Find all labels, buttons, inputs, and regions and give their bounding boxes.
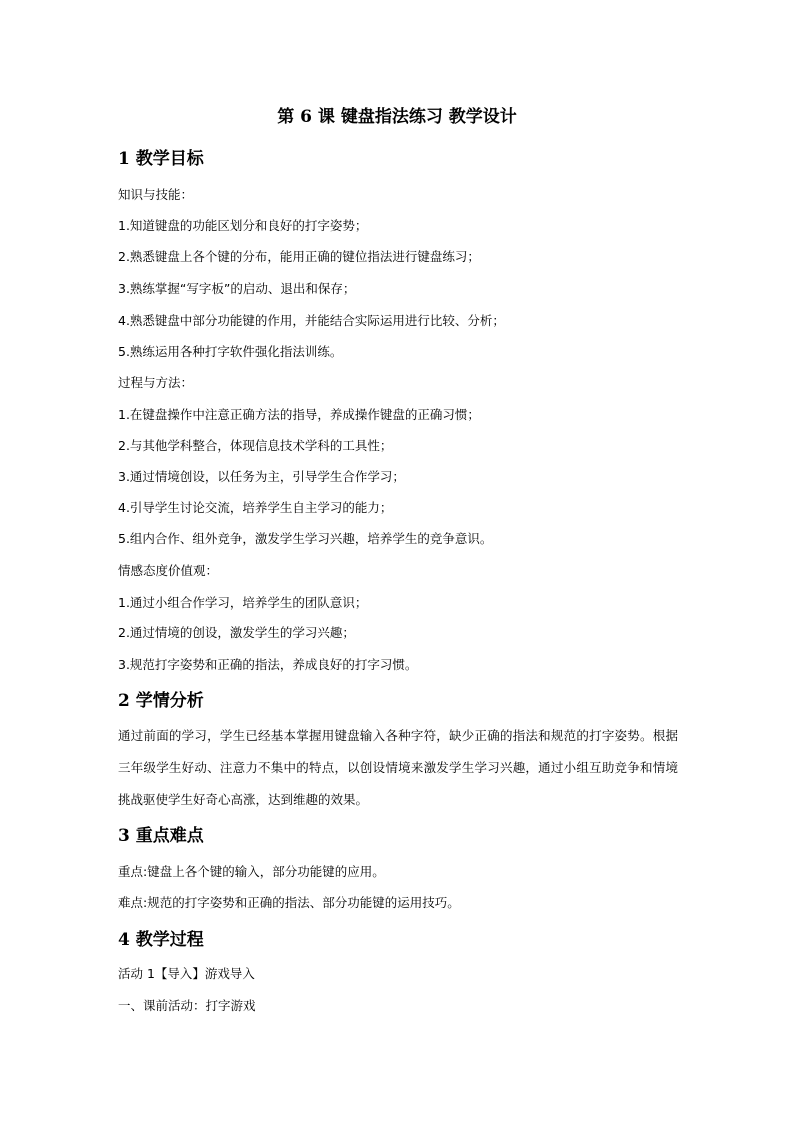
objectives-line: 过程与方法： (118, 375, 194, 390)
key-points-line: 难点:规范的打字姿势和正确的指法、部分功能键的运用技巧。 (118, 895, 460, 910)
objectives-line: 5.熟练运用各种打字软件强化指法训练。 (118, 344, 343, 359)
analysis-paragraph: 通过前面的学习，学生已经基本掌握用键盘输入各种字符，缺少正确的指法和规范的打字姿势。根据三年级学生好动、注意力不集中的特点，以创设情境来激发学生学习兴趣，通过小组互助竞争和情境挑战驱使学生好奇心高涨，达到维趣的效果。 (118, 728, 678, 807)
objectives-line: 3.规范打字姿势和正确的指法，养成良好的打字习惯。 (118, 657, 418, 672)
objectives-line: 1.通过小组合作学习，培养学生的团队意识； (118, 595, 368, 610)
objectives-line: 1.知道键盘的功能区划分和良好的打字姿势； (118, 218, 368, 233)
objectives-line: 4.引导学生讨论交流，培养学生自主学习的能力； (118, 500, 393, 515)
document-title: 第 6 课 键盘指法练习 教学设计 (277, 107, 517, 127)
process-line: 一、课前活动：打字游戏 (118, 998, 256, 1013)
section-heading-process: 4 教学过程 (118, 930, 204, 950)
objectives-line: 2.熟悉键盘上各个键的分布，能用正确的键位指法进行键盘练习； (118, 249, 480, 264)
objectives-line: 3.熟练掌握“写字板”的启动、退出和保存； (118, 281, 356, 296)
section-heading-analysis: 2 学情分析 (118, 691, 204, 711)
section-heading-key-points: 3 重点难点 (118, 826, 204, 846)
section-heading-objectives: 1 教学目标 (118, 149, 204, 169)
objectives-line: 情感态度价值观： (118, 563, 219, 578)
objectives-line: 5.组内合作、组外竞争，激发学生学习兴趣，培养学生的竞争意识。 (118, 531, 493, 546)
objectives-line: 2.通过情境的创设，激发学生的学习兴趣； (118, 625, 355, 640)
objectives-line: 2.与其他学科整合，体现信息技术学科的工具性； (118, 438, 393, 453)
process-line: 活动 1【导入】游戏导入 (118, 966, 255, 981)
objectives-line: 1.在键盘操作中注意正确方法的指导，养成操作键盘的正确习惯； (118, 407, 480, 422)
objectives-line: 3.通过情境创设，以任务为主，引导学生合作学习； (118, 469, 405, 484)
key-points-line: 重点:键盘上各个键的输入，部分功能键的应用。 (118, 864, 385, 879)
objectives-line: 知识与技能： (118, 187, 194, 202)
objectives-line: 4.熟悉键盘中部分功能键的作用，并能结合实际运用进行比较、分析； (118, 313, 505, 328)
